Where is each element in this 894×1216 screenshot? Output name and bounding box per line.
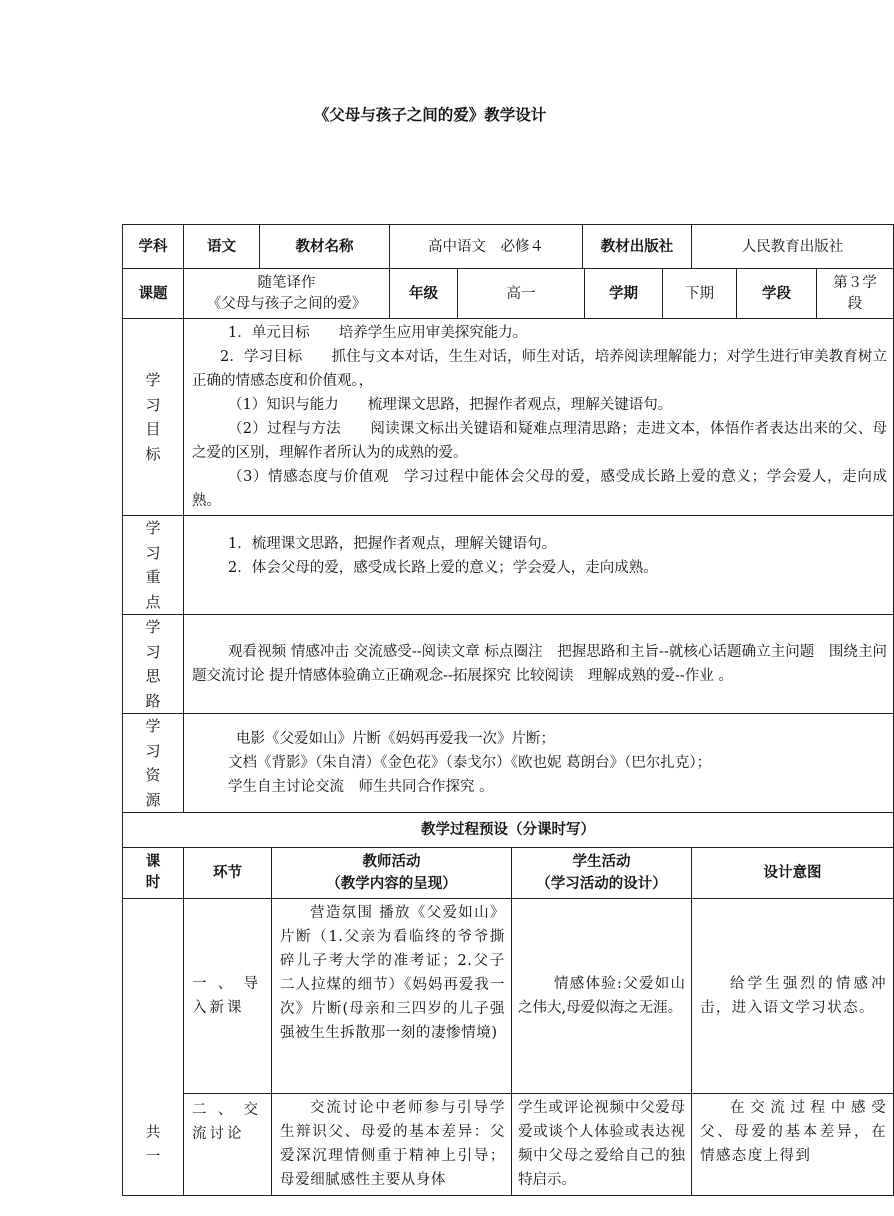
grade-value: 高一 bbox=[458, 269, 585, 319]
goals-label: 学 习 目 标 bbox=[123, 319, 184, 516]
grade-label: 年级 bbox=[390, 269, 458, 319]
stage-label: 学段 bbox=[737, 269, 817, 319]
step-2-teacher: 交流讨论中老师参与引导学生辩识父、母爱的基本差异：父爱深沉理情侧重于精神上引导；母爱细腻感性主要从身体 bbox=[272, 1094, 512, 1196]
step-row-1 bbox=[123, 899, 894, 1094]
key-point-1: 1．梳理课文思路，把握作者观点，理解关键语句。 bbox=[228, 536, 557, 552]
step-1-stage: 一、导入新课 bbox=[184, 899, 272, 1094]
goal-line-1: 1．单元目标 培养学生应用审美探究能力。 bbox=[228, 325, 528, 341]
step-2-stage: 二、交流讨论 bbox=[184, 1094, 272, 1196]
process-header-row bbox=[123, 848, 894, 899]
approach-text: 观看视频 情感冲击 交流感受--阅读文章 标点圈注 把握思路和主旨--就核心话题确立主问题 围绕主问题交流讨论 提升情感体验确立正确观念--拓展探究 比较阅读 理解成熟的爱--作业 。 bbox=[192, 644, 887, 684]
lesson-line-2: 《父母与孩子之间的爱》 bbox=[206, 295, 367, 312]
approach-label: 学 习 思 路 bbox=[123, 615, 184, 714]
goal-line-3: （1）知识与能力 梳理课文思路，把握作者观点，理解关键语句。 bbox=[228, 397, 673, 413]
resources-label: 学 习 资 源 bbox=[123, 714, 184, 813]
step-2-student: 学生或评论视频中父爱母爱或谈个人体验或表达视频中父母之爱给自己的独特启示。 bbox=[512, 1094, 692, 1196]
lesson-value bbox=[184, 269, 390, 319]
key-points-label: 学 习 重 点 bbox=[123, 516, 184, 615]
period-header: 课 时 bbox=[123, 848, 184, 899]
resource-line-3: 学生自主讨论交流 师生共同合作探究 。 bbox=[228, 779, 494, 795]
term-label: 学期 bbox=[585, 269, 663, 319]
process-title: 教学过程预设（分课时写） bbox=[123, 813, 894, 848]
resources-row bbox=[123, 714, 894, 813]
lesson-plan-table bbox=[122, 224, 894, 1196]
resources-content bbox=[184, 714, 894, 813]
key-points-content bbox=[184, 516, 894, 615]
textbook-label: 教材名称 bbox=[260, 225, 390, 269]
period-total: 共 一 bbox=[123, 899, 184, 1196]
goals-content bbox=[184, 319, 894, 516]
design-intent-header: 设计意图 bbox=[692, 848, 894, 899]
step-1-intent: 给学生强烈的情感冲击，进入语文学习状态。 bbox=[692, 899, 894, 1094]
lesson-line-1: 随笔译作 bbox=[257, 274, 316, 291]
key-points-row bbox=[123, 516, 894, 615]
info-row-1 bbox=[123, 225, 894, 269]
lesson-label: 课题 bbox=[123, 269, 184, 319]
resource-line-2: 文档《背影》（朱自清）《金色花》（泰戈尔）《欧也妮 葛朗台》（巴尔扎克）； bbox=[228, 755, 712, 771]
stage-header: 环节 bbox=[184, 848, 272, 899]
resource-line-1: 电影《父爱如山》片断《妈妈再爱我一次》片断； bbox=[236, 731, 555, 747]
step-2-intent: 在交流过程中感受父、母爱的基本差异，在情感态度上得到 bbox=[692, 1094, 894, 1196]
student-activity-header: 学生活动 （学习活动的设计） bbox=[512, 848, 692, 899]
goal-line-2: 2．学习目标 抓住与文本对话，生生对话，师生对话，培养阅读理解能力；对学生进行审美教育树立正确的情感态度和价值观。， bbox=[192, 349, 887, 389]
key-point-2: 2．体会父母的爱，感受成长路上爱的意义；学会爱人，走向成熟。 bbox=[228, 560, 658, 576]
subject-value: 语文 bbox=[184, 225, 260, 269]
subject-label: 学科 bbox=[123, 225, 184, 269]
step-row-2 bbox=[123, 1094, 894, 1196]
stage-value: 第３学段 bbox=[817, 269, 894, 319]
step-1-teacher: 营造氛围 播放《父爱如山》片断（1.父亲为看临终的爷爷撕碎儿子考大学的准考证；2.父子二人拉煤的细节）《妈妈再爱我一次》片断(母亲和三四岁的儿子强强被生生拆散那一刻的凄惨情境) bbox=[272, 899, 512, 1094]
teacher-activity-header: 教师活动 （教学内容的呈现） bbox=[272, 848, 512, 899]
publisher-value: 人民教育出版社 bbox=[692, 225, 894, 269]
page-title: 《父母与孩子之间的爱》教学设计 bbox=[313, 106, 547, 124]
info-row-2 bbox=[123, 269, 894, 319]
publisher-label: 教材出版社 bbox=[583, 225, 692, 269]
textbook-value: 高中语文 必修４ bbox=[390, 225, 583, 269]
approach-row bbox=[123, 615, 894, 714]
step-1-student: 情感体验:父爱如山之伟大,母爱似海之无涯。 bbox=[512, 899, 692, 1094]
process-title-row bbox=[123, 813, 894, 848]
goal-line-5: （3）情感态度与价值观 学习过程中能体会父母的爱，感受成长路上爱的意义；学会爱人，走向成熟。 bbox=[192, 469, 887, 509]
goal-line-4: （2）过程与方法 阅读课文标出关键语和疑难点理清思路；走进文本，体悟作者表达出来的父、母之爱的区别，理解作者所认为的成熟的爱。 bbox=[192, 421, 887, 461]
goals-row bbox=[123, 319, 894, 516]
approach-content bbox=[184, 615, 894, 714]
term-value: 下期 bbox=[663, 269, 737, 319]
